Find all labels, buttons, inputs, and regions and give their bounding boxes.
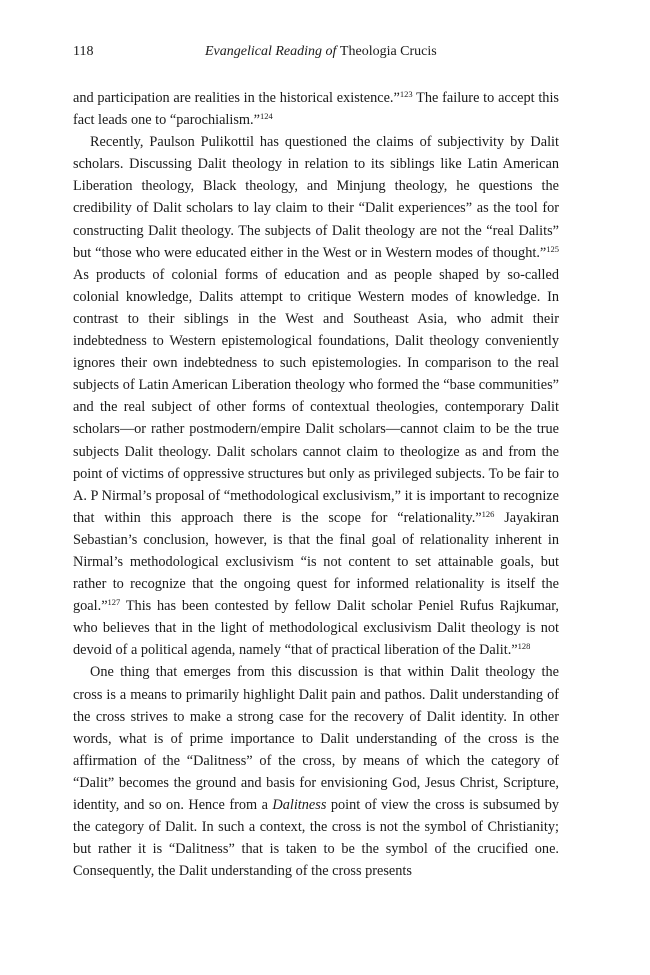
- footnote-ref: 125: [546, 243, 559, 254]
- text-run: Jayakiran Sebastian’s conclusion, however, is that the final goal of relationality inherent in Nirmal’s methodological exclusivism “is not content to set attainable goals, but rather to recognize that the ongoing quest for informed relationality is itself the goal.”: [73, 509, 559, 615]
- running-header: [73, 44, 559, 64]
- running-title-upright: Theologia Crucis: [339, 44, 437, 59]
- text-run: The failure to accept this fact leads one to “parochialism.”: [73, 90, 559, 129]
- paragraph-3: [73, 661, 559, 882]
- paragraph-2: [73, 131, 559, 661]
- footnote-ref: 126: [481, 508, 495, 519]
- italic-text: Dalitness: [272, 797, 327, 813]
- text-run: and participation are realities in the historical existence.”: [73, 90, 400, 106]
- footnote-ref: 123: [399, 89, 413, 99]
- body-text: [73, 87, 559, 882]
- book-page: [73, 44, 559, 882]
- text-run: As products of colonial forms of education and as people shaped by so-called colonial knowledge, Dalits attempt to critique Western modes of knowledge. In contrast to their siblings in the West and Southeast Asia, who admit their indebtedness to Western epistemological foundations, Dalit theology conveniently ignores their own indebtedness to such epistemologies. In comparison to the real subjects of Latin American Liberation theology who formed the “base communities” and the real subject of other forms of contextual theologies, contemporary Dalit scholars—or rather postmodern/empire Dalit scholars—cannot claim to be the true subjects Dalit theology. Dalit scholars cannot claim to theologize as and from the point of victims of oppressive structures but only as privileged subjects. To be fair to A. P Nirmal’s proposal of “methodological exclusivism,” it is important to recognize that within this approach there is the scope for “relationality.”: [73, 266, 559, 526]
- text-run: One thing that emerges from this discussion is that within Dalit theology the cross is a means to primarily highlight Dalit pain and pathos. Dalit understanding of the cross strives to make a strong case for the recovery of Dalit identity. In other words, what is of prime importance to Dalit understanding of the cross is the affirmation of the “Dalitness” of the cross, by means of which the category of “Dalit” becomes the ground and basis for envisioning God, Jesus Christ, Scripture, identity, and so on. Hence from a: [73, 664, 559, 813]
- text-run: point of view the cross is subsumed by the category of Dalit. In such a context, the cross is not the symbol of Christianity; but rather it is “Dalitness” that is taken to be the symbol of the crucified one. Consequently, the Dalit understanding of the cross presents: [73, 797, 560, 880]
- text-run: This has been contested by fellow Dalit scholar Peniel Rufus Rajkumar, who believes that in the light of methodological exclusivism Dalit theology is not devoid of a political agenda, namely “that of practical liberation of the Dalit.”: [73, 598, 559, 659]
- footnote-ref: 124: [259, 111, 273, 122]
- footnote-ref: 128: [517, 641, 531, 652]
- running-title: [193, 44, 559, 60]
- text-run: Recently, Paulson Pulikottil has questioned the claims of subjectivity by Dalit scholars. Discussing Dalit theology in relation to its siblings like Latin American Liberation theology, Black theology, and Minjung theology, he questions the credibility of Dalit scholars to lay claim to their “Dalit experiences” as the tool for constructing Dalit theology. The subjects of Dalit theology are not the “real Dalits” but “those who were educated either in the West or in Western modes of thought.”: [73, 134, 559, 261]
- page-number: 118: [73, 44, 94, 59]
- running-title-italic: Evangelical Reading of: [205, 44, 337, 59]
- footnote-ref: 127: [107, 597, 121, 608]
- paragraph-1: [73, 87, 559, 131]
